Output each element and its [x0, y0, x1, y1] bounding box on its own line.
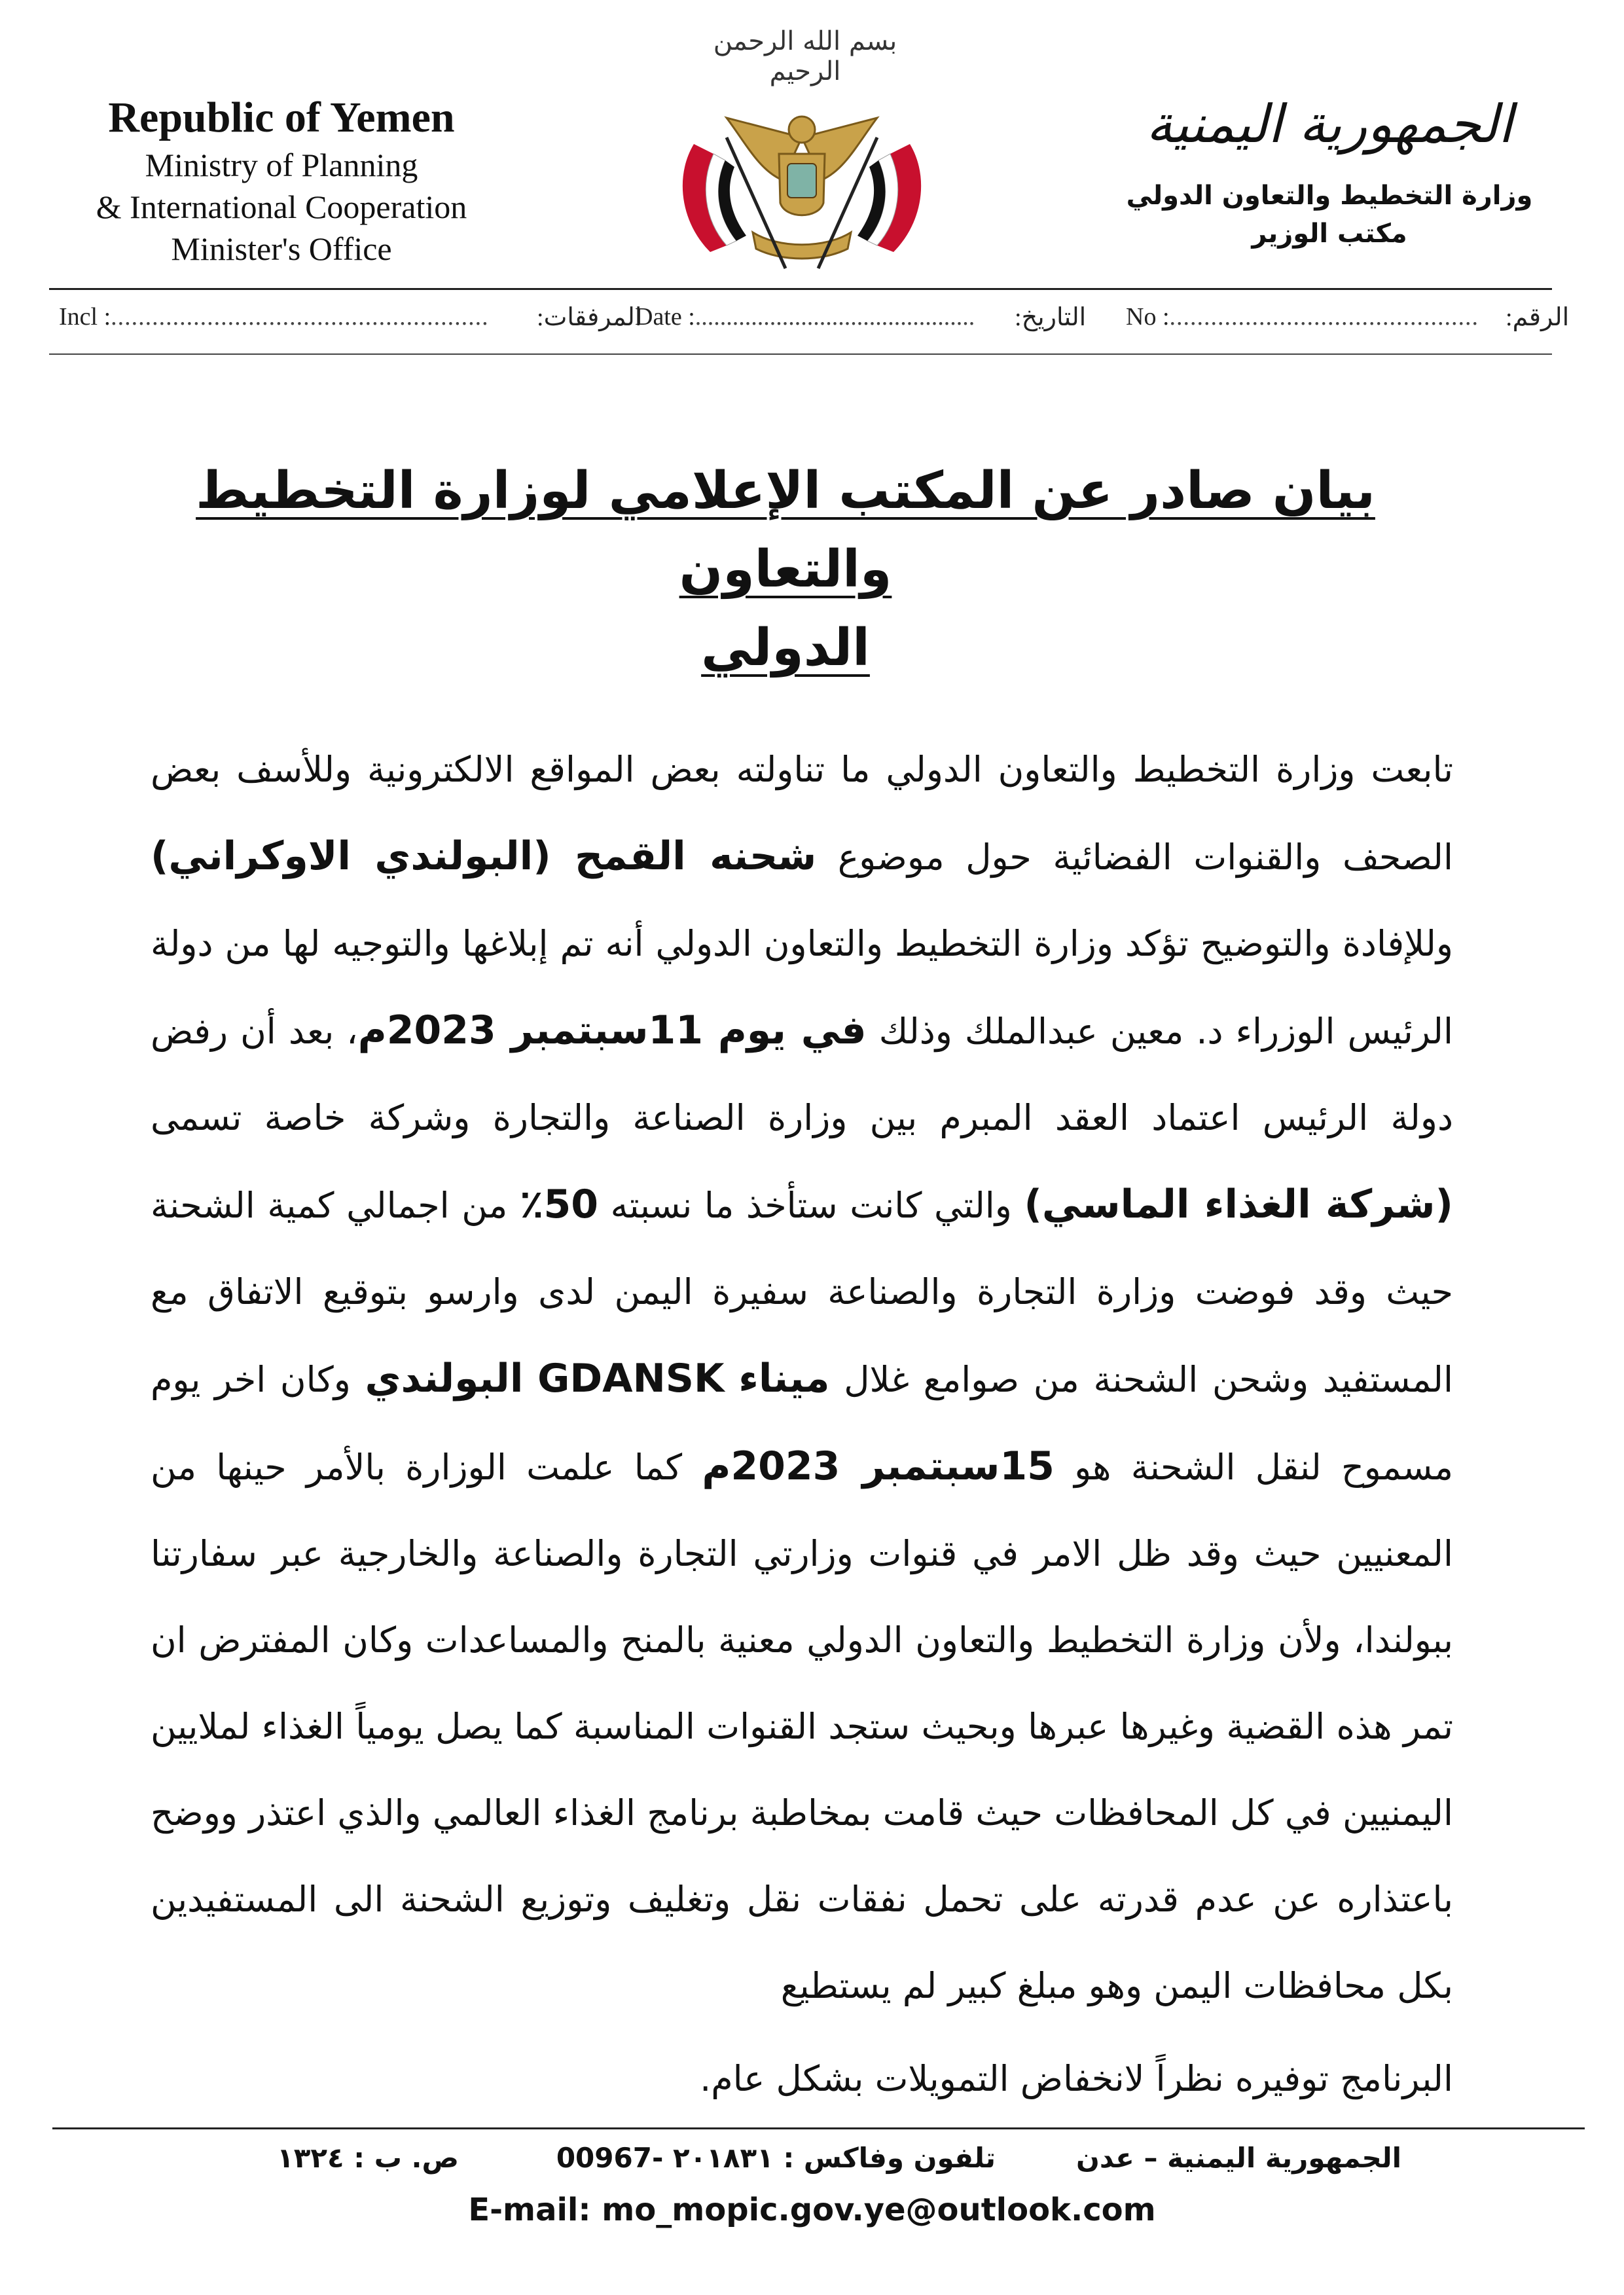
english-ministry-line1: Ministry of Planning	[145, 147, 418, 183]
reference-line	[59, 302, 1570, 342]
footer-divider	[52, 2127, 1585, 2129]
arabic-country: الجمهورية اليمنية	[1146, 94, 1513, 154]
incl-field: Incl :.......................................................	[59, 303, 489, 331]
english-country: Republic of Yemen	[108, 94, 455, 141]
english-office: Minister's Office	[171, 230, 392, 267]
basmala-calligraphy: بسم الله الرحمن الرحيم	[713, 26, 897, 86]
no-field: No :.............................................	[1126, 303, 1479, 331]
english-letterhead	[52, 92, 511, 270]
body-paragraph-main: تابعت وزارة التخطيط والتعاون الدولي ما تناولته بعض المواقع الالكترونية وللأسف بعض الصحف والقنوات الفضائية حول موضوع شحنه القمح (البولندي الاوكراني) وللإفادة والتوضيح تؤكد وزارة التخطيط والتعاون الدولي أنه تم إبلاغها والتوجيه لها من دولة الرئيس الوزراء د. معين عبدالملك وذلك في يوم 11سبتمبر 2023م، بعد أن رفض دولة الرئيس اعتماد العقد المبرم بين وزارة الصناعة والتجارة وشركة خاصة تسمى (شركة الغذاء الماسي) والتي كانت ستأخذ ما نسبته 50٪ من اجمالي كمية الشحنة حيث وقد فوضت وزارة التجارة والصناعة سفيرة اليمن لدى وارسو بتوقيع الاتفاق مع المستفيد وشحن الشحنة من صوامع غلال ميناء GDANSK البولندي وكان اخر يوم مسموح لنقل الشحنة هو 15سبتمبر 2023م كما علمت الوزارة بالأمر حينها من المعنيين حيث وقد ظل الامر في قنوات وزارتي التجارة والصناعة والخارجية عبر سفارتنا ببولندا، ولأن وزارة التخطيط والتعاون الدولي معنية بالمنح والمساعدات وكان المفترض ان تمر هذه القضية وغيرها عبرها وبحيث ستجد القنوات المناسبة كما يصل يومياً الغذاء لملايين اليمنيين في كل المحافظات حيث قامت بمخاطبة برنامج الغذاء العالمي والذي اعتذر ووضح باعتذاره عن عدم قدرته على تحمل نفقات نقل وتغليف وتوزيع الشحنة الى المستفيدين بكل محافظات اليمن وهو مبلغ كبير لم يستطيع	[151, 749, 1454, 2006]
header-divider	[49, 288, 1552, 290]
arabic-letterhead	[1120, 85, 1539, 253]
attachments-label: :المرفقات	[537, 304, 642, 331]
date-label-ar: :التاريخ	[1015, 304, 1087, 331]
statement-body	[151, 727, 1453, 2122]
footer-phone: تلفون وفاكس : ٢٠١٨٣١ -00967	[556, 2142, 996, 2174]
body-paragraph-last: البرنامج توفيره نظراً لانخفاض التمويلات بشكل عام.	[700, 2058, 1453, 2099]
title-line2: الدولي	[701, 619, 870, 678]
footer-po-box: ص. ب : ١٣٢٤	[277, 2142, 459, 2174]
arabic-ministry: وزارة التخطيط والتعاون الدولي	[1126, 181, 1533, 211]
english-ministry-line2: & International Cooperation	[96, 189, 467, 225]
no-label-ar: :الرقم	[1506, 304, 1570, 331]
statement-title	[151, 452, 1420, 687]
title-line1: بيان صادر عن المكتب الإعلامي لوزارة التخطيط والتعاون	[196, 461, 1375, 599]
footer-address: الجمهورية اليمنية – عدن	[1076, 2142, 1401, 2174]
yemen-emblem-icon	[648, 98, 956, 281]
reference-divider	[49, 353, 1552, 355]
date-field: Date :.............................................	[635, 303, 975, 331]
footer-contact-row	[196, 2142, 1401, 2188]
footer-email[interactable]: E-mail: mo_mopic.gov.ye@outlook.com	[468, 2192, 1156, 2228]
arabic-office: مكتب الوزير	[1252, 219, 1407, 249]
